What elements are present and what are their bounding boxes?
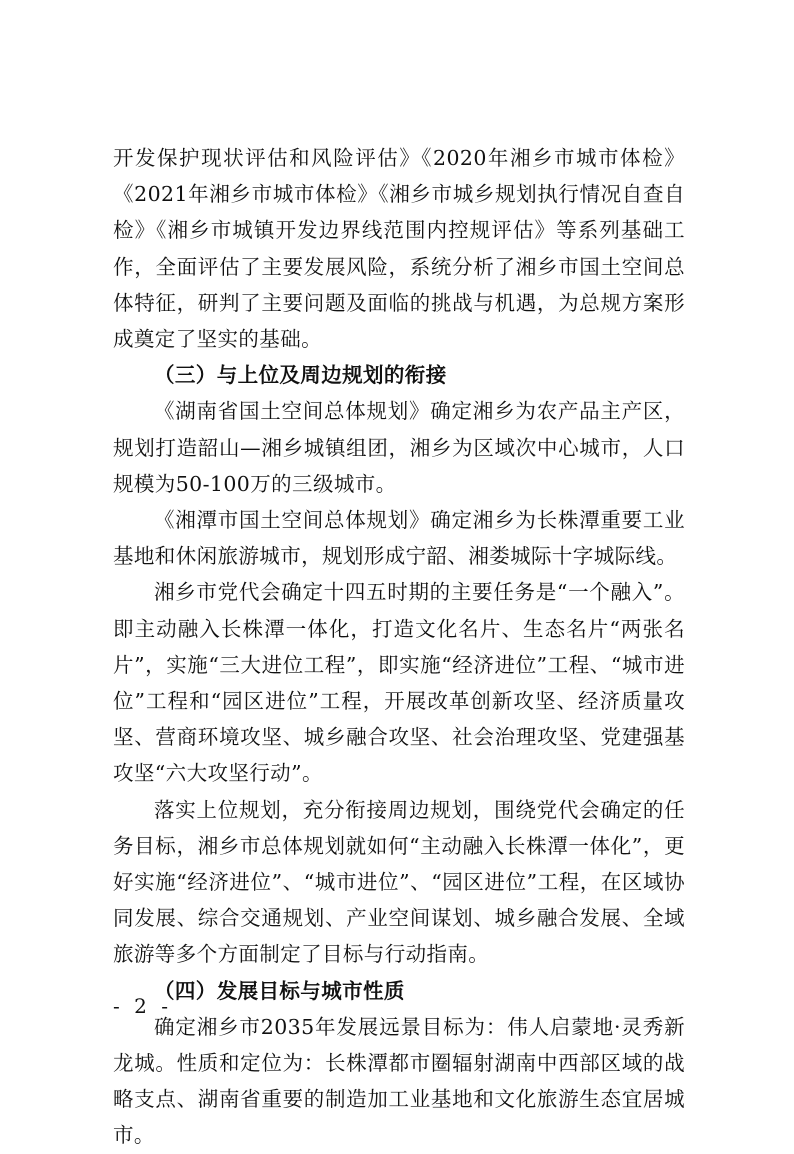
paragraph-assessment-summary: 开发保护现状评估和风险评估》《2020年湘乡市城市体检》《2021年湘乡市城市体检》《湘乡市城乡规划执行情况自查自检》《湘乡市城镇开发边界线范围内控规评估》等系列基础工作，全面评估了主要发展风险，系统分析了湘乡市国土空间总体特征，研判了主要问题及面临的挑战与机遇，为总规方案形成奠定了坚实的基础。	[113, 146, 685, 352]
paragraph-hunan-plan: 《湖南省国土空间总体规划》确定湘乡为农产品主产区，规划打造韶山—湘乡城镇组团，湘乡为区域次中心城市，人口规模为50-100万的三级城市。	[113, 399, 685, 496]
page-number: - 2 -	[113, 994, 172, 1018]
paragraph-implementation: 落实上位规划，充分衔接周边规划，围绕党代会确定的任务目标，湘乡市总体规划就如何“主动融入长株潭一体化”，更好实施“经济进位”、“城市进位”、“园区进位”工程，在区域协同发展、综合交通规划、产业空间谋划、城乡融合发展、全域旅游等多个方面制定了目标与行动指南。	[113, 797, 685, 967]
document-body	[113, 140, 685, 1154]
paragraph-development-goal: 确定湘乡市2035年发展远景目标为：伟人启蒙地·灵秀新龙城。性质和定位为：长株潭都市圈辐射湖南中西部区域的战略支点、湖南省重要的制造加工业基地和文化旅游生态宜居城市。	[113, 1014, 685, 1148]
section-heading-3: （三）与上位及周边规划的衔接	[154, 363, 447, 388]
paragraph-party-congress: 湘乡市党代会确定十四五时期的主要任务是“一个融入”。即主动融入长株潭一体化，打造文化名片、生态名片“两张名片”，实施“三大进位工程”，即实施“经济进位”工程、“城市进位”工程和“园区进位”工程，开展改革创新攻坚、经济质量攻坚、营商环境攻坚、城乡融合攻坚、社会治理攻坚、党建强基攻坚“六大攻坚行动”。	[113, 580, 685, 786]
section-heading-4: （四）发展目标与城市性质	[154, 978, 405, 1003]
paragraph-xiangtan-plan: 《湘潭市国土空间总体规划》确定湘乡为长株潭重要工业基地和休闲旅游城市，规划形成宁韶、湘娄城际十字城际线。	[113, 508, 685, 569]
